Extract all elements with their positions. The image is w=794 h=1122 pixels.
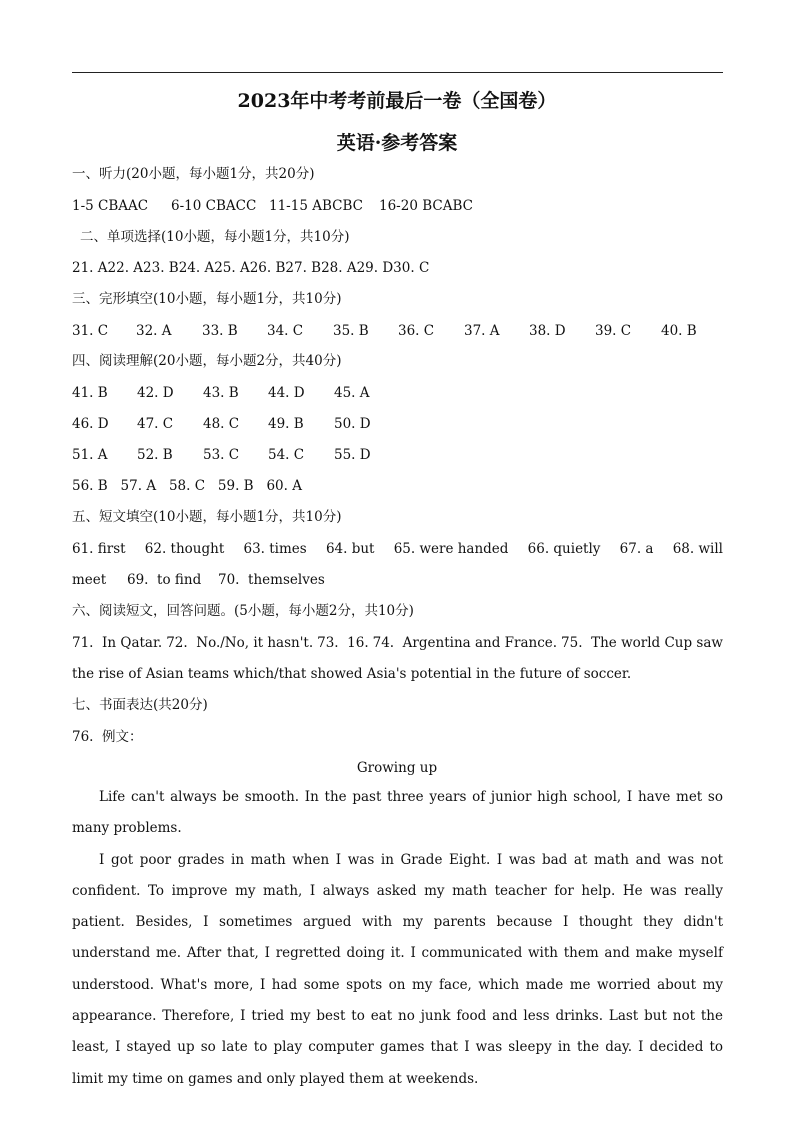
section-single-choice-heading: 二、单项选择(10小题，每小题1分，共10分) — [80, 229, 350, 245]
section-listening-heading: 一、听力(20小题，每小题1分，共20分) — [72, 166, 315, 182]
answer-item: 62. thought — [144, 541, 225, 557]
section-reading-heading: 四、阅读理解(20小题，每小题2分，共40分) — [72, 353, 342, 369]
answer-item: 52. B — [137, 447, 173, 463]
answer-item: 75. The world Cup saw — [561, 635, 723, 651]
answer-item: 44. D — [268, 385, 305, 401]
answer-item: 35. B — [333, 323, 369, 339]
answer-item: 33. B — [202, 323, 238, 339]
reading-answers-last-row: 56. B 57. A 58. C 59. B 60. A — [72, 478, 302, 494]
answer-item: 37. A — [464, 323, 500, 339]
answer-group: 16-20 BCABC — [379, 198, 473, 214]
answer-item: 63. times — [243, 541, 307, 557]
essay-paragraph: Life can't always be smooth. In the past three years of junior high school, I have met so many problems. — [72, 789, 723, 837]
answer-item: 51. A — [72, 447, 108, 463]
answer-item: 36. C — [398, 323, 435, 339]
answer-item: 70. themselves — [218, 572, 325, 588]
answer-item: 34. C — [267, 323, 304, 339]
answer-item: 42. D — [137, 385, 174, 401]
answer-item: meet — [72, 572, 107, 588]
answer-item: 71. In Qatar. — [72, 635, 163, 651]
answer-item: 55. D — [334, 447, 371, 463]
single-choice-answers: 21. A22. A23. B24. A25. A26. B27. B28. A29. D30. C — [72, 260, 430, 276]
answer-item: 46. D — [72, 416, 109, 432]
answer-item: 40. B — [661, 323, 697, 339]
short-answer-line — [72, 634, 723, 652]
answer-item: 68. will — [672, 541, 723, 557]
sample-essay-label: 76. 例文： — [72, 729, 143, 745]
essay-title: Growing up — [356, 760, 438, 776]
answer-item: 45. A — [334, 385, 370, 401]
answer-group: 1-5 CBAAC — [72, 198, 149, 214]
answer-item: 72. No./No, it hasn't. — [166, 635, 314, 651]
answer-item: 74. Argentina and France. — [372, 635, 558, 651]
fill-blank-answers-line — [72, 540, 723, 558]
page-subtitle: 英语·参考答案 — [336, 132, 458, 154]
essay-paragraph: I got poor grades in math when I was in Grade Eight. I was bad at math and was not confident. To improve my math, I always asked my math teacher for help. He was really patient. Besides, I sometimes argued with my parents because I thought they didn't understand me. After that, I regretted doing it. I communicated with them and make myself understood. What's more, I had some spots on my face, which made me worried about my appearance. Therefore, I tried my best to eat no junk food and less drinks. Last but not the least, I stayed up so late to play computer games that I was sleepy in the day. I decided to limit my time on games and only played them at weekends. — [72, 851, 723, 1087]
section-short-answer-heading: 六、阅读短文，回答问题。(5小题，每小题2分，共10分) — [72, 603, 414, 619]
answer-item: 43. B — [203, 385, 239, 401]
answer-item: 73. 16. — [317, 635, 369, 651]
answer-item: 69. to find — [127, 572, 202, 588]
answer-item: 32. A — [136, 323, 172, 339]
answer-item: 64. but — [325, 541, 375, 557]
answer-item: 47. C — [137, 416, 174, 432]
answer-group: 6-10 CBACC — [171, 198, 257, 214]
answer-item: 49. B — [268, 416, 304, 432]
essay-body — [72, 782, 723, 1095]
short-answer-continuation: the rise of Asian teams which/that showed Asia's potential in the future of soccer. — [72, 666, 632, 682]
answer-item: 65. were handed — [393, 541, 509, 557]
answer-item: 53. C — [203, 447, 240, 463]
answer-item: 39. C — [595, 323, 632, 339]
answer-item: 67. a — [619, 541, 654, 557]
answer-item: 48. C — [203, 416, 240, 432]
answer-group: 11-15 ABCBC — [269, 198, 363, 214]
page-title: 2023年中考考前最后一卷（全国卷） — [237, 90, 557, 112]
answer-item: 41. B — [72, 385, 108, 401]
section-cloze-heading: 三、完形填空(10小题，每小题1分，共10分) — [72, 291, 342, 307]
answer-item: 66. quietly — [527, 541, 601, 557]
header-rule — [72, 72, 723, 73]
answer-item: 38. D — [529, 323, 566, 339]
answer-item: 50. D — [334, 416, 371, 432]
section-fill-blank-heading: 五、短文填空(10小题，每小题1分，共10分) — [72, 509, 342, 525]
section-writing-heading: 七、书面表达(共20分) — [72, 697, 208, 713]
answer-item: 54. C — [268, 447, 305, 463]
answer-item: 31. C — [72, 323, 109, 339]
answer-item: 61. first — [72, 541, 126, 557]
